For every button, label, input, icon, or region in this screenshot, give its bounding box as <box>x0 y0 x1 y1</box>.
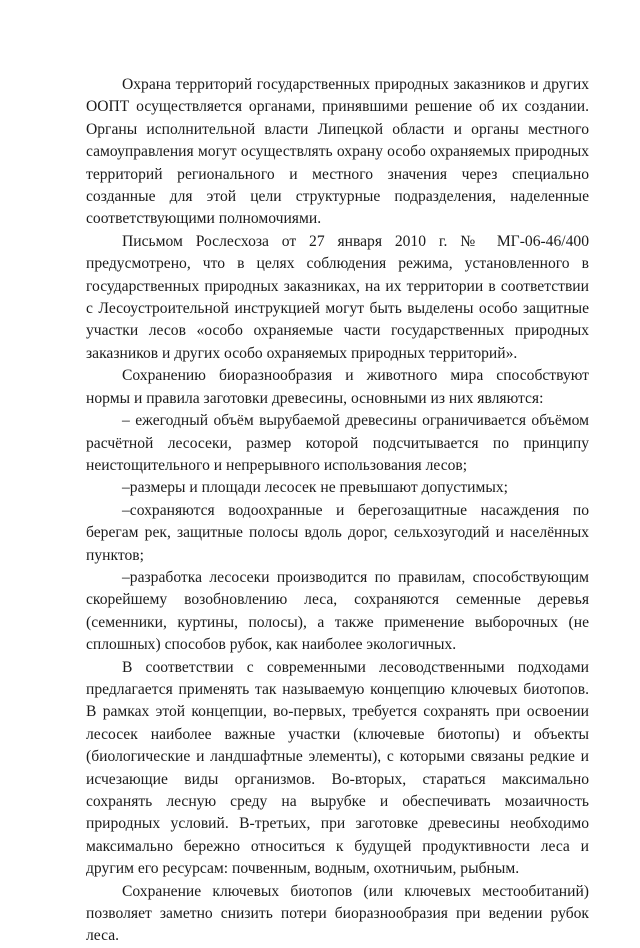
list-item-clearing-size: –размеры и площади лесосек не превышают допустимых; <box>122 479 508 497</box>
list-item-clearing-development: –разработка лесосеки производится по правилам, способствующим скорейшему возобновлению леса, сохраняются семенные деревья (семенники, куртины, полосы), а также применение выборочных (не сплошных) способов рубок, как наиболее экологичных. <box>86 568 589 654</box>
paragraph-rosleskhoz-letter: Письмом Рослесхоза от 27 января 2010 г. № МГ-06-46/400 предусмотрено, что в целях соблюдения режима, установленного в государственных природных заказниках, на их территории в соответствии с Лесоустроительной инструкцией могут быть выделены особо защитные участки лесов «особо охраняемые части государственных природных заказников и других особо охраняемых природных территорий». <box>86 232 589 362</box>
paragraph-logging-rules-intro: Сохранению биоразнообразия и животного мира способствуют нормы и правила заготовки древесины, основными из них являются: <box>86 367 589 407</box>
document-page <box>86 74 589 948</box>
paragraph-oopt-protection: Охрана территорий государственных природных заказников и других ООПТ осуществляется органами, принявшими решение об их создании. Органы исполнительной власти Липецкой области и органы местного самоуправления могут осуществлять охрану особо охраняемых природных территорий регионального и местного значения через специально созданные для этой цели структурные подразделения, наделенные соответствующими полномочиями. <box>86 76 589 228</box>
list-item-annual-volume: – ежегодный объём вырубаемой древесины ограничивается объёмом расчётной лесосеки, размер которой подсчитывается по принципу неистощительного и непрерывного использования лесов; <box>86 412 589 474</box>
list-item-water-protection: –сохраняются водоохранные и берегозащитные насаждения по берегам рек, защитные полосы вдоль дорог, сельхозугодий и населённых пунктов; <box>86 501 589 564</box>
paragraph-key-biotopes-conclusion: Сохранение ключевых биотопов (или ключевых местообитаний) позволяет заметно снизить потери биоразнообразия при ведении рубок леса. <box>86 882 589 945</box>
paragraph-key-biotopes-concept: В соответствии с современными лесоводственными подходами предлагается применять так называемую концепцию ключевых биотопов. В рамках этой концепции, во-первых, требуется сохранять при освоении лесосек наиболее важные участки (ключевые биотопы) и объекты (биологические и ландшафтные элементы), с которыми связаны редкие и исчезающие виды организмов. Во-вторых, стараться максимально сохранять лесную среду на вырубке и обеспечивать мозаичность природных условий. В-третьих, при заготовке древесины необходимо максимально бережно относиться к будущей продуктивности леса и другим его ресурсам: почвенным, водным, охотничьим, рыбным. <box>86 658 589 878</box>
